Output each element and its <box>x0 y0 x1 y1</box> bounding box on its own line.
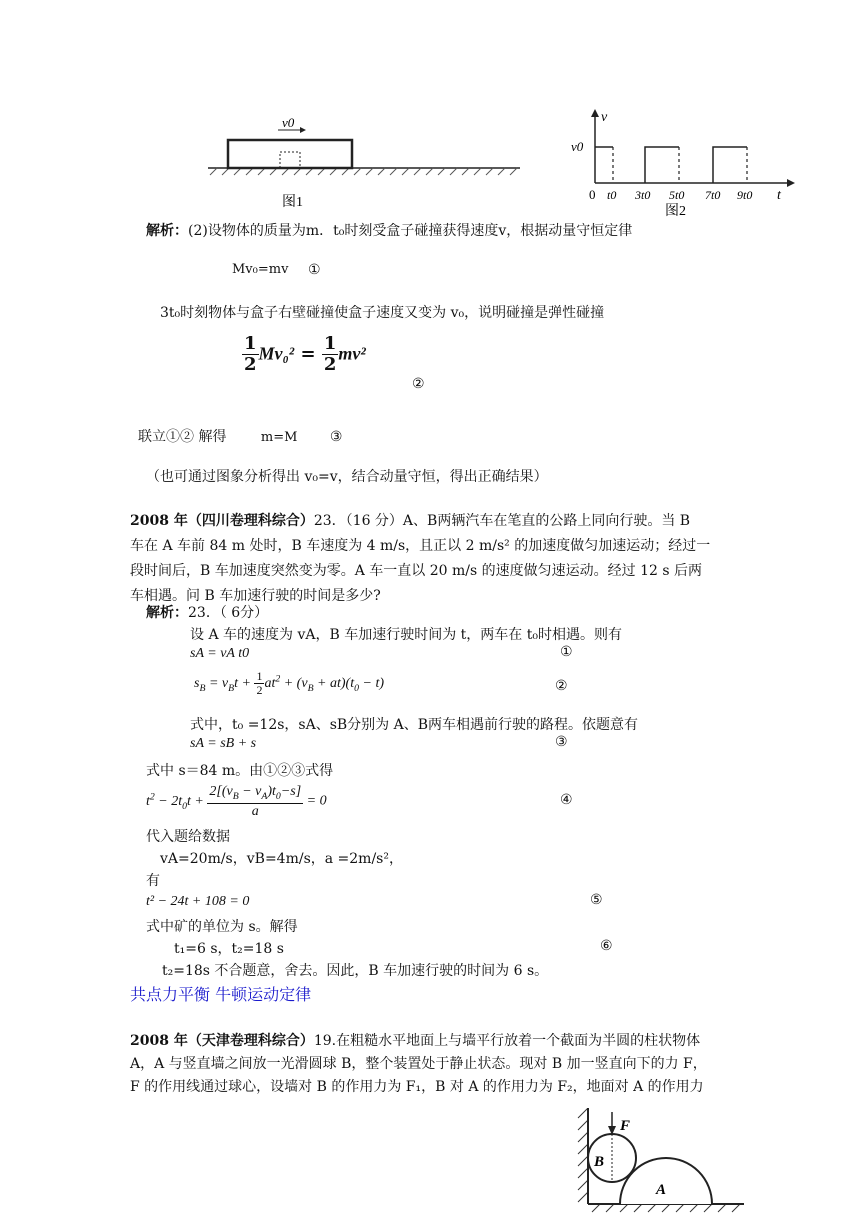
tick-t0: t0 <box>607 188 617 202</box>
q23-e3-num: ③ <box>555 734 568 750</box>
v0-label: v0 <box>282 115 295 130</box>
q23-s5: vA=20m/s，vB=4m/s，a =2m/s²， <box>160 851 403 867</box>
q23-sol-head: 解析：23．（ 6分） <box>146 605 269 621</box>
tick-9t0: 9t0 <box>737 188 753 202</box>
q23-e4-num: ④ <box>560 792 573 808</box>
p1-eq1: Mv₀=mv <box>232 262 289 277</box>
q23-e1: sA = vA t0 <box>190 646 250 661</box>
q23-s6: 有 <box>146 873 160 889</box>
p1-eq2: $\frac{1}{2}$ Mv₀² = $\frac{1}{2}$ mv² <box>244 333 366 375</box>
tick-3t0: 3t0 <box>635 188 651 202</box>
label-F: F <box>620 1118 631 1134</box>
figure-2 <box>565 105 795 220</box>
p1-line3: 3t₀时刻物体与盒子右壁碰撞使盒子速度又变为 v₀，说明碰撞是弹性碰撞 <box>160 305 605 321</box>
fig2-caption: 图2 <box>665 204 686 219</box>
q23-s2: 式中，t₀ =12s，sA、sB分别为 A、B两车相遇前行驶的路程。依题意有 <box>190 717 639 733</box>
q19-line1: 2008 年（天津卷理科综合）19.在粗糙水平地面上与墙平行放着一个截面为半圆的柱状物体 <box>130 1033 701 1049</box>
p1-line1: 解析：(2)设物体的质量为m．t₀时刻受盒子碰撞获得速度v，根据动量守恒定律 <box>146 223 633 239</box>
q23-e3: sA = sB + s <box>190 736 257 751</box>
q23-s9: t₂=18s 不合题意，舍去。因此，B 车加速行驶的时间为 6 s。 <box>162 963 549 979</box>
fig1-caption: 图1 <box>282 195 303 210</box>
q19-line2: A，A 与竖直墙之间放一光滑圆球 B，整个装置处于静止状态。现对 B 加一竖直向下的力 F， <box>130 1056 707 1072</box>
figure-3 <box>572 1108 752 1216</box>
q23-e4: $t^2 - 2t_0t$ + $\frac{2[(v_B - v_A)t_0-s]}{a}$ = 0 <box>146 784 327 819</box>
object-dashed <box>280 152 300 168</box>
q23-line2: 车在 A 车前 84 m 处时，B 车速度为 4 m/s，且正以 2 m/s² 的加速度做匀加速运动；经过一 <box>130 538 711 554</box>
p1-line5: 联立①② 解得 m=M ③ <box>138 429 343 445</box>
q23-e1-num: ① <box>560 644 573 660</box>
q23-s7: 式中矿的单位为 s。解得 <box>146 919 298 935</box>
p1-line6: （也可通过图象分析得出 v₀=v，结合动量守恒，得出正确结果） <box>146 469 548 485</box>
q23-e5-num: ⑤ <box>590 892 603 908</box>
q23-line4: 车相遇。问 B 车加速行驶的时间是多少? <box>130 588 381 604</box>
q23-e2-num: ② <box>555 678 568 694</box>
box <box>228 140 352 168</box>
q23-line3: 段时间后，B 车加速度突然变为零。A 车一直以 20 m/s 的速度做匀速运动。经过 12 s 后两 <box>130 563 702 579</box>
v0-tick: v0 <box>571 139 584 154</box>
q23-s3: 式中 s＝84 m。由①②③式得 <box>146 763 334 779</box>
tick-7t0: 7t0 <box>705 188 721 202</box>
label-B: B <box>594 1154 605 1170</box>
figure-1 <box>200 100 530 218</box>
q23-s4: 代入题给数据 <box>146 829 230 845</box>
section-title: 共点力平衡 牛顿运动定律 <box>130 985 312 1004</box>
q23-e6-num: ⑥ <box>600 938 613 954</box>
p1-eq1-num: ① <box>308 262 321 278</box>
q23-e5: t² − 24t + 108 = 0 <box>146 894 250 909</box>
p1-eq2-num: ② <box>412 376 425 392</box>
v-axis-label: v <box>601 110 608 125</box>
origin-label: 0 <box>589 187 596 202</box>
q23-e2: $s_B = v_Bt$ + $\frac{1}{2}$ $at^2 + (v_B + at)(t_0 - t)$ <box>194 669 385 698</box>
q23-line1: 2008 年（四川卷理科综合）23．（16 分）A、B两辆汽车在笔直的公路上同向行驶。当 B <box>130 513 691 529</box>
tick-5t0: 5t0 <box>669 188 685 202</box>
q23-s8: t₁=6 s，t₂=18 s <box>174 941 284 957</box>
t-axis-label: t <box>777 188 781 203</box>
q23-s1: 设 A 车的速度为 vA，B 车加速行驶时间为 t，两车在 t₀时相遇。则有 <box>190 627 622 643</box>
q19-line3: F 的作用线通过球心，设墙对 B 的作用力为 F₁，B 对 A 的作用力为 F₂，地面对 A 的作用力 <box>130 1079 704 1095</box>
label-A: A <box>656 1182 667 1198</box>
